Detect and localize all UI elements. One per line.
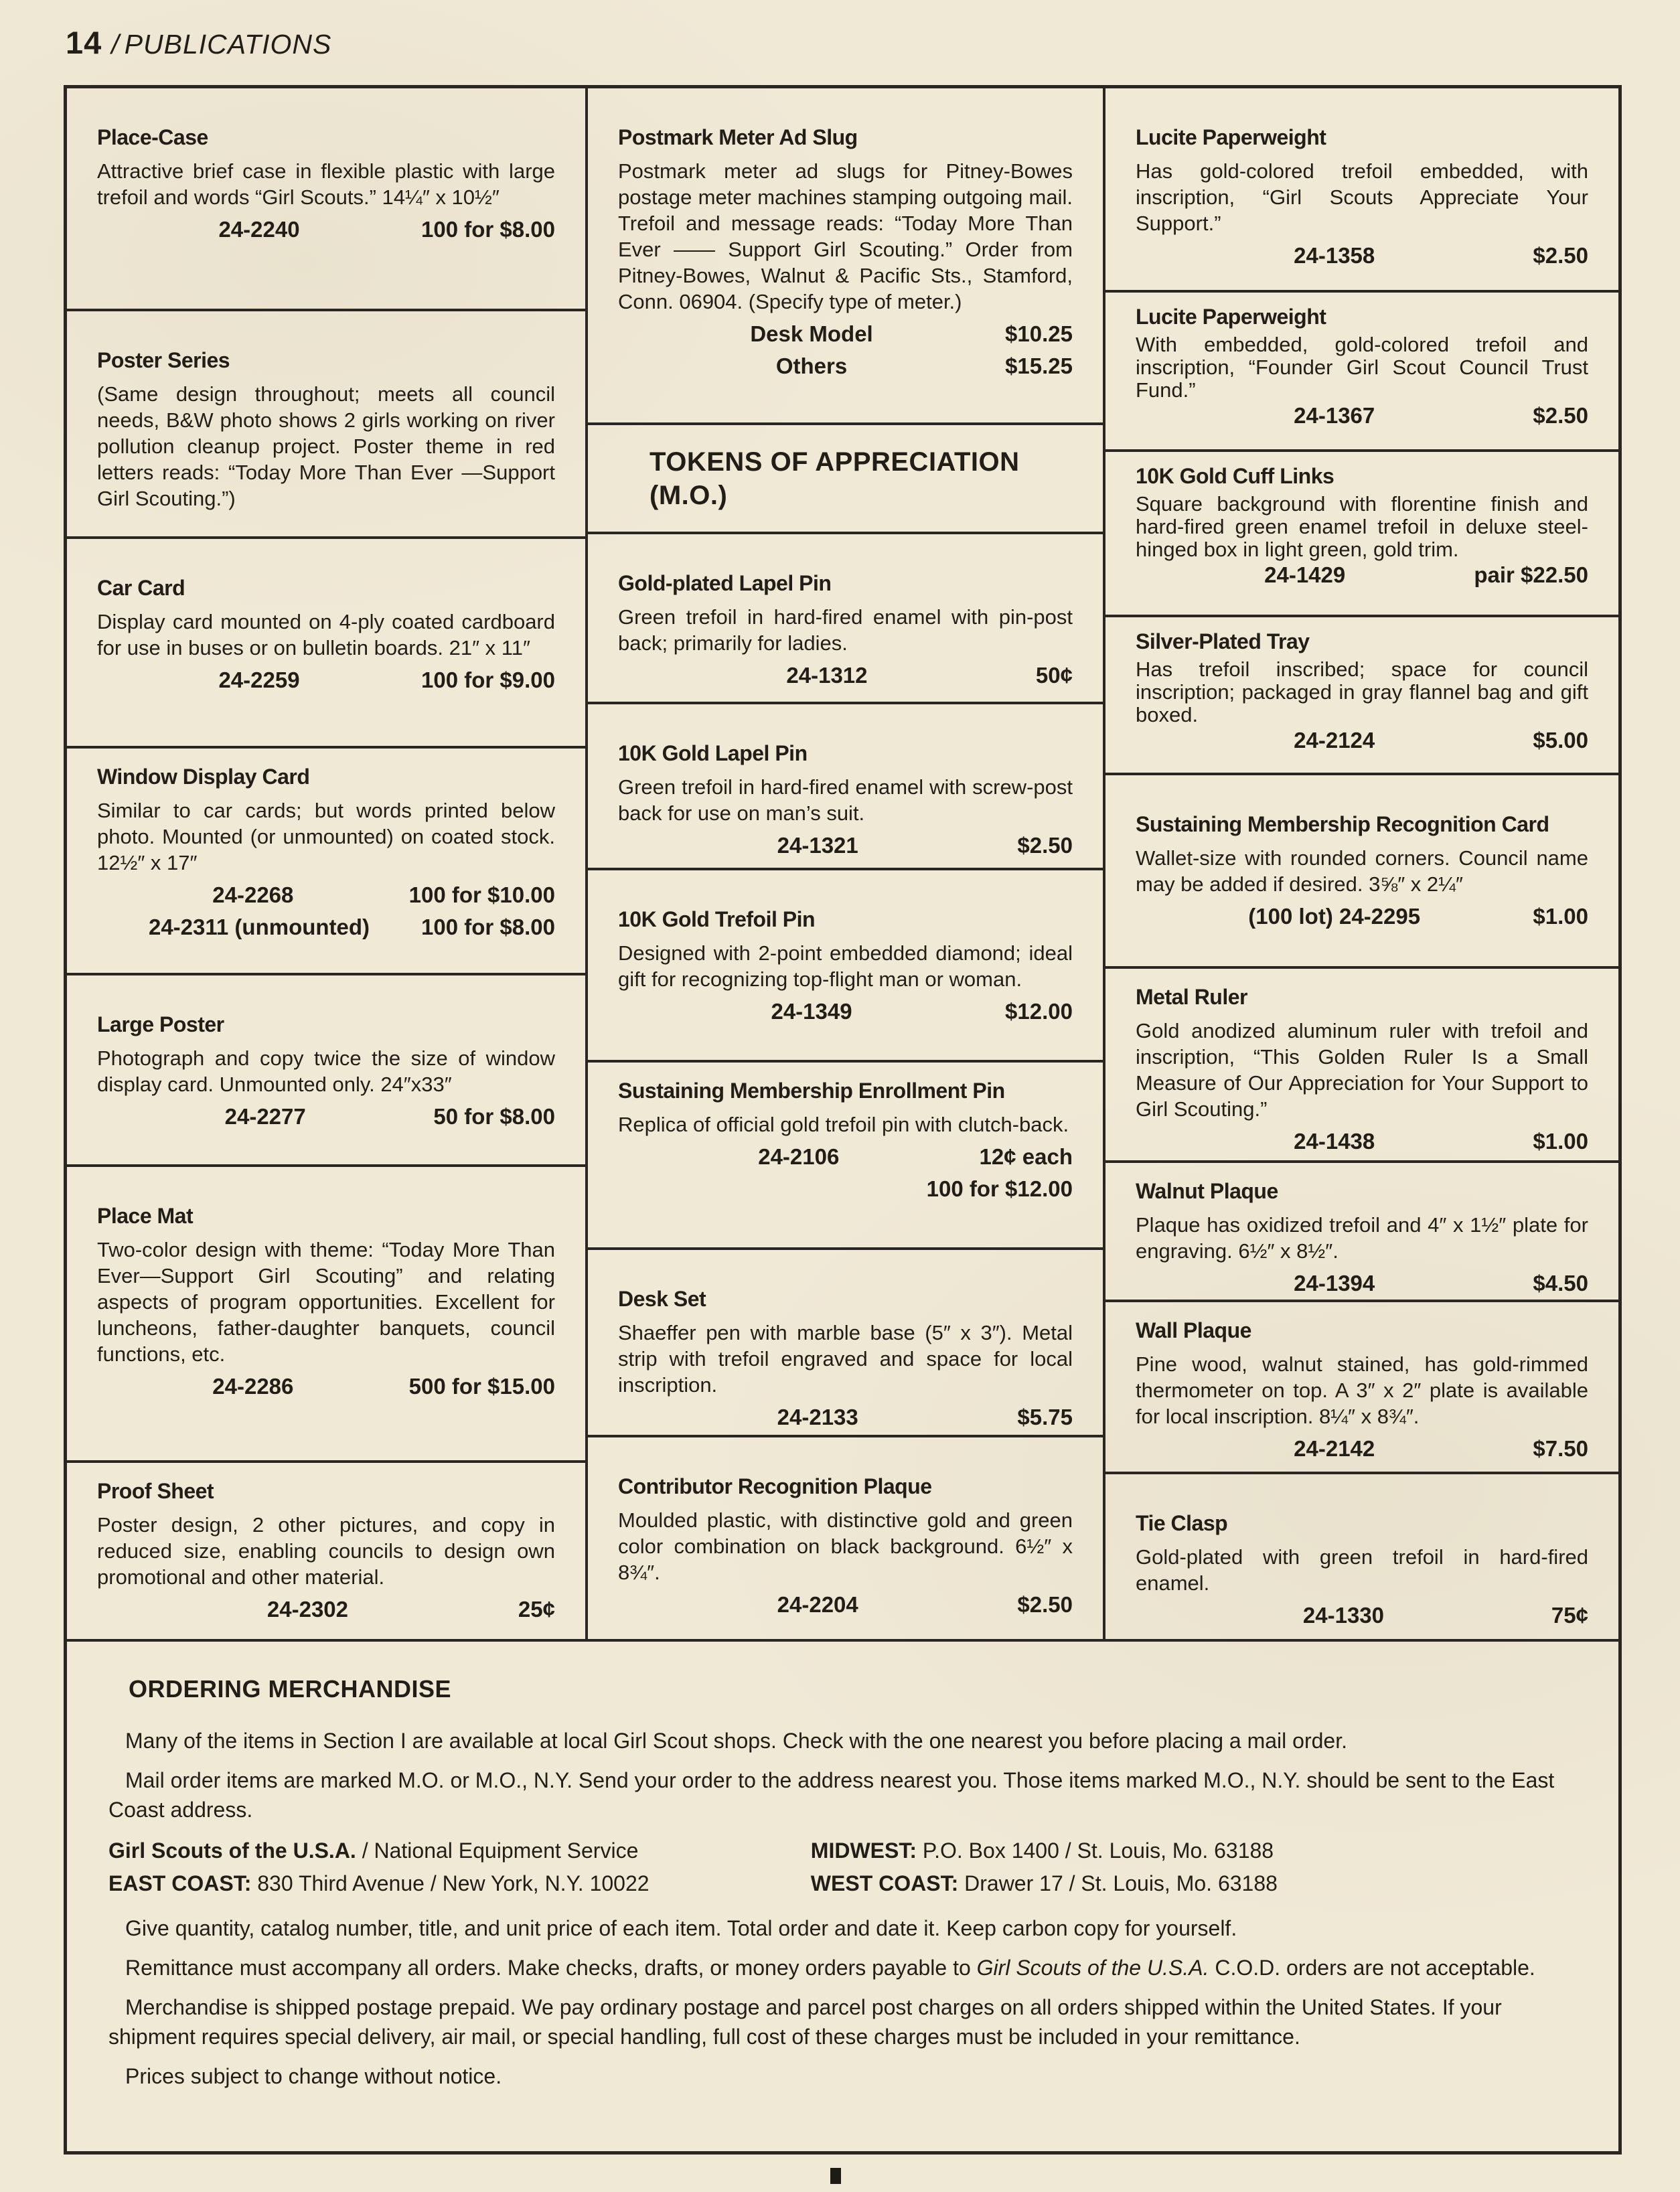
catalog-number: 24-2142 [1294,1436,1375,1461]
item-price: $2.50 [1017,833,1073,858]
item-title: Place-Case [97,125,208,149]
text-run: Give quantity, catalog number, title, and unit price of each item. Total order and date it. Keep carbon copy for yourself. [125,1916,1237,1940]
price-row [618,1405,1073,1430]
item-title: Sustaining Membership Recognition Card [1136,812,1549,836]
item-price: $2.50 [1533,403,1588,428]
catalog-number: 24-1367 [1294,403,1375,428]
catalog-number: 24-2286 [212,1374,294,1399]
catalog-item-sustaining-membership-enrollment-pin [588,1063,1103,1250]
item-price: $7.50 [1533,1436,1588,1461]
item-description: Poster design, 2 other pictures, and copy in reduced size, enabling councils to design own promotional and other material. [97,1513,555,1589]
item-price: $5.75 [1017,1405,1073,1429]
column-middle [588,88,1105,1642]
item-price: 100 for $10.00 [408,882,555,907]
item-description: Green trefoil in hard-fired enamel with pin-post back; primarily for ladies. [618,605,1073,655]
item-description: Square background with florentine finish and hard-fired green enamel trefoil in deluxe steel-hinged box in light green, gold trim. [1136,492,1588,561]
item-title: Desk Set [618,1287,706,1311]
item-price: $1.00 [1533,1129,1588,1154]
header-separator: / [111,29,119,60]
ordering-paragraph [108,1992,1572,2051]
catalog-grid [64,85,1622,2155]
catalog-number: Others [775,354,848,378]
catalog-number: 24-2302 [266,1597,349,1622]
item-description: With embedded, gold-colored trefoil and inscription, “Founder Girl Scout Council Trust Fund.” [1136,333,1588,402]
column-left [67,88,588,1642]
price-row [618,1592,1073,1618]
item-price: $12.00 [1005,999,1073,1024]
item-title: Tie Clasp [1136,1511,1228,1535]
order-addresses [108,1834,1572,1900]
price-row [97,668,555,693]
item-price: 100 for $9.00 [421,668,555,692]
text-run: C.O.D. orders are not acceptable. [1209,1956,1535,1980]
price-row [618,1176,1073,1202]
item-price: pair $22.50 [1474,562,1588,587]
item-description: Replica of official gold trefoil pin with clutch-back. [618,1113,1069,1136]
catalog-item-silver-plated-tray [1105,617,1618,775]
address-label: MIDWEST: [810,1838,917,1863]
catalog-item-tie-clasp [1105,1474,1618,1642]
section-header-tokens [588,425,1103,534]
item-price: $10.25 [1005,321,1073,346]
item-price: $2.50 [1533,243,1588,268]
item-price: 75¢ [1551,1603,1588,1628]
address-label: WEST COAST: [810,1871,959,1895]
text-run: Many of the items in Section I are available at local Girl Scout shops. Check with the one nearest you before placing a mail order. [125,1729,1347,1753]
address-right [811,1834,1572,1867]
section-header-line: TOKENS OF APPRECIATION [650,447,1020,477]
text-run: Merchandise is shipped postage prepaid. We pay ordinary postage and parcel post charges on all orders shipped within the United States. If your shipment requires special delivery, air mail, or special handling, full cost of these charges must be included in your remittance. [108,1995,1502,2049]
ordering-paragraph [108,2061,1572,2091]
catalog-number: 24-1394 [1294,1271,1375,1296]
page-number: 14 [66,25,102,60]
catalog-item-large-poster [67,975,585,1167]
item-description: Photograph and copy twice the size of window display card. Unmounted only. 24″x33″ [97,1046,555,1096]
catalog-item-poster-series [67,311,585,539]
catalog-number: 24-2311 (unmounted) [148,915,370,939]
item-price: 500 for $15.00 [408,1374,555,1399]
ordering-paragraph [108,1953,1572,1982]
price-row [1136,904,1588,929]
item-description: Gold-plated with green trefoil in hard-fired enamel. [1136,1545,1588,1595]
address-text: Drawer 17 / St. Louis, Mo. 63188 [958,1871,1278,1895]
item-title: Wall Plaque [1136,1318,1251,1342]
item-title: Poster Series [97,348,230,372]
price-row [618,663,1073,688]
ordering-section [67,1642,1618,2151]
catalog-item-walnut-plaque [1105,1163,1618,1302]
catalog-number: 24-2259 [218,668,300,692]
catalog-number: 24-2268 [212,882,294,907]
price-row [618,321,1073,347]
ordering-paragraph [108,1726,1572,1755]
item-price: $1.00 [1533,904,1588,929]
item-description: Attractive brief case in flexible plastic with large trefoil and words “Girl Scouts.” 14¼″ x 10½″ [97,159,555,209]
price-row [1136,1271,1588,1296]
item-title: Place Mat [97,1204,194,1228]
item-title: Proof Sheet [97,1479,214,1503]
catalog-item-postmark-meter-ad-slug [588,88,1103,425]
address-right [811,1867,1572,1900]
item-price: 100 for $8.00 [421,915,555,939]
item-title: Car Card [97,576,185,600]
item-price: 50¢ [1035,663,1073,688]
catalog-number: 24-2133 [777,1405,858,1429]
print-registration-mark [830,2168,841,2184]
ordering-body [108,1726,1572,2091]
price-row [97,882,555,908]
item-price: $4.50 [1533,1271,1588,1296]
item-title: 10K Gold Trefoil Pin [618,907,816,931]
column-right [1105,88,1618,1642]
section-title: PUBLICATIONS [124,29,332,60]
catalog-item-contributor-recognition-plaque [588,1437,1103,1642]
catalog-item-10k-gold-trefoil-pin [588,870,1103,1063]
catalog-number: 24-1438 [1294,1129,1375,1154]
catalog-number: 24-2277 [224,1104,306,1129]
catalog-item-10k-gold-lapel-pin [588,704,1103,870]
address-row [108,1867,1572,1900]
catalog-number: 24-1330 [1302,1603,1385,1628]
catalog-item-10k-gold-cuff-links [1105,452,1618,617]
item-description: Similar to car cards; but words printed below photo. Mounted (or unmounted) on coated stock. 12½″ x 17″ [97,799,555,874]
item-title: Postmark Meter Ad Slug [618,125,858,149]
price-row [618,999,1073,1024]
item-description: Gold anodized aluminum ruler with trefoil and inscription, “This Golden Ruler Is a Small Measure of Our Appreciation for Your Support to Girl Scouting.” [1136,1019,1588,1121]
item-description: Has gold-colored trefoil embedded, with inscription, “Girl Scouts Appreciate Your Support.” [1136,159,1588,235]
item-description: Green trefoil in hard-fired enamel with screw-post back for use on man’s suit. [618,775,1073,825]
item-price: $15.25 [1005,354,1073,378]
address-label: Girl Scouts of the U.S.A. [108,1838,356,1863]
price-row [1136,728,1588,753]
item-title: Walnut Plaque [1136,1179,1278,1203]
item-title: Silver-Plated Tray [1136,629,1310,653]
text-run: Girl Scouts of the U.S.A. [976,1956,1209,1980]
item-description: Two-color design with theme: “Today More Than Ever—Support Girl Scouting” and relating aspects of program opportunities. Excellent for luncheons, father-daughter banquets, council functions, etc. [97,1238,555,1366]
text-run: Prices subject to change without notice. [125,2064,502,2088]
price-row [97,1104,555,1129]
price-row [97,1374,555,1399]
catalog-item-proof-sheet [67,1463,585,1642]
address-text: P.O. Box 1400 / St. Louis, Mo. 63188 [917,1838,1274,1863]
catalog-item-metal-ruler [1105,969,1618,1163]
item-description: Designed with 2-point embedded diamond; ideal gift for recognizing top-flight man or woman. [618,941,1073,991]
catalog-number: 24-1349 [771,999,852,1024]
item-description: Display card mounted on 4-ply coated cardboard for use in buses or on bulletin boards. 21″ x 11″ [97,610,555,659]
catalog-item-place-mat [67,1167,585,1463]
item-price: 100 for $12.00 [926,1176,1073,1201]
item-description: Pine wood, walnut stained, has gold-rimmed thermometer on top. A 3″ x 2″ plate is available for local inscription. 8¼″ x 8¾″. [1136,1352,1588,1428]
catalog-item-window-display-card [67,749,585,975]
address-row [108,1834,1572,1867]
price-row [1136,562,1588,588]
item-description: (Same design throughout; meets all council needs, B&W photo shows 2 girls working on river pollution cleanup project. Poster theme in red letters reads: “Today More Than Ever —Support Girl Scouting.”) [97,382,555,510]
item-description: Postmark meter ad slugs for Pitney-Bowes postage meter machines stamping outgoing mail. Trefoil and message reads: “Today More Than Ever —— Support Girl Scouting.” Order from Pitney-Bowes, Walnut & Pacific Sts., Stamford, Conn. 06904. (Specify type of meter.) [618,159,1073,313]
item-price: 12¢ each [979,1144,1073,1169]
page-header [66,24,331,61]
catalog-number: 24-1429 [1264,562,1346,587]
ordering-heading: ORDERING MERCHANDISE [129,1675,452,1703]
address-left [108,1867,811,1900]
item-description: Moulded plastic, with distinctive gold and green color combination on black background. 6½″ x 8¾″. [618,1508,1073,1584]
item-title: Lucite Paperweight [1136,305,1326,329]
catalog-item-wall-plaque [1105,1302,1618,1474]
item-title: Window Display Card [97,765,310,789]
item-title: Contributor Recognition Plaque [618,1474,932,1498]
ordering-paragraph [108,1766,1572,1824]
address-label: EAST COAST: [108,1871,252,1895]
address-text: 830 Third Avenue / New York, N.Y. 10022 [251,1871,650,1895]
item-description: Wallet-size with rounded corners. Council name may be added if desired. 3⅝″ x 2¼″ [1136,846,1588,896]
text-run: Remittance must accompany all orders. Make checks, drafts, or money orders payable to [125,1956,977,1980]
item-description: Has trefoil inscribed; space for council inscription; packaged in gray flannel bag and gift boxed. [1136,657,1588,726]
catalog-number: 24-1358 [1294,243,1375,268]
item-title: Large Poster [97,1012,224,1036]
item-description: Plaque has oxidized trefoil and 4″ x 1½″ plate for engraving. 6½″ x 8½″. [1136,1213,1588,1263]
item-title: 10K Gold Cuff Links [1136,464,1334,488]
item-price: 50 for $8.00 [433,1104,555,1129]
item-price: $2.50 [1017,1592,1073,1617]
price-row [97,1597,555,1622]
catalog-item-sustaining-membership-recognition-card [1105,775,1618,969]
item-title: Lucite Paperweight [1136,125,1326,149]
item-title: Sustaining Membership Enrollment Pin [618,1079,1005,1103]
item-description: Shaeffer pen with marble base (5″ x 3″). Metal strip with trefoil engraved and space for local inscription. [618,1321,1073,1397]
catalog-number: 24-2240 [218,217,300,242]
item-title: Metal Ruler [1136,985,1247,1009]
price-row [1136,403,1588,428]
ordering-paragraph [108,1913,1572,1943]
item-price: 25¢ [518,1597,555,1622]
catalog-item-lucite-paperweight [1105,293,1618,452]
address-text: / National Equipment Service [356,1838,639,1863]
section-header-line: (M.O.) [650,481,728,510]
address-left [108,1834,811,1867]
catalog-number: Desk Model [750,321,873,346]
catalog-item-place-case [67,88,585,311]
price-row [618,833,1073,858]
catalog-item-lucite-paperweight [1105,88,1618,293]
catalog-number: 24-2124 [1294,728,1375,753]
price-row [97,217,555,242]
price-row [1136,1603,1588,1628]
item-price: 100 for $8.00 [421,217,555,242]
catalog-number: 24-2204 [777,1592,858,1617]
item-title: Gold-plated Lapel Pin [618,571,832,595]
catalog-number: (100 lot) 24-2295 [1248,904,1421,929]
item-title: 10K Gold Lapel Pin [618,741,808,765]
item-price: $5.00 [1533,728,1588,753]
catalog-item-gold-plated-lapel-pin [588,534,1103,704]
text-run: Mail order items are marked M.O. or M.O., N.Y. Send your order to the address nearest you. Those items marked M.O., N.Y. should be sent to the East Coast address. [108,1768,1555,1822]
catalog-item-car-card [67,539,585,749]
price-row [1136,1129,1588,1154]
catalog-item-desk-set [588,1250,1103,1437]
price-row [1136,243,1588,268]
price-row [618,1144,1073,1170]
catalog-number: 24-1321 [777,833,858,858]
catalog-number: 24-1312 [786,663,868,688]
catalog-number: 24-2106 [758,1144,840,1169]
price-row [97,915,555,940]
price-row [1136,1436,1588,1462]
price-row [618,354,1073,379]
